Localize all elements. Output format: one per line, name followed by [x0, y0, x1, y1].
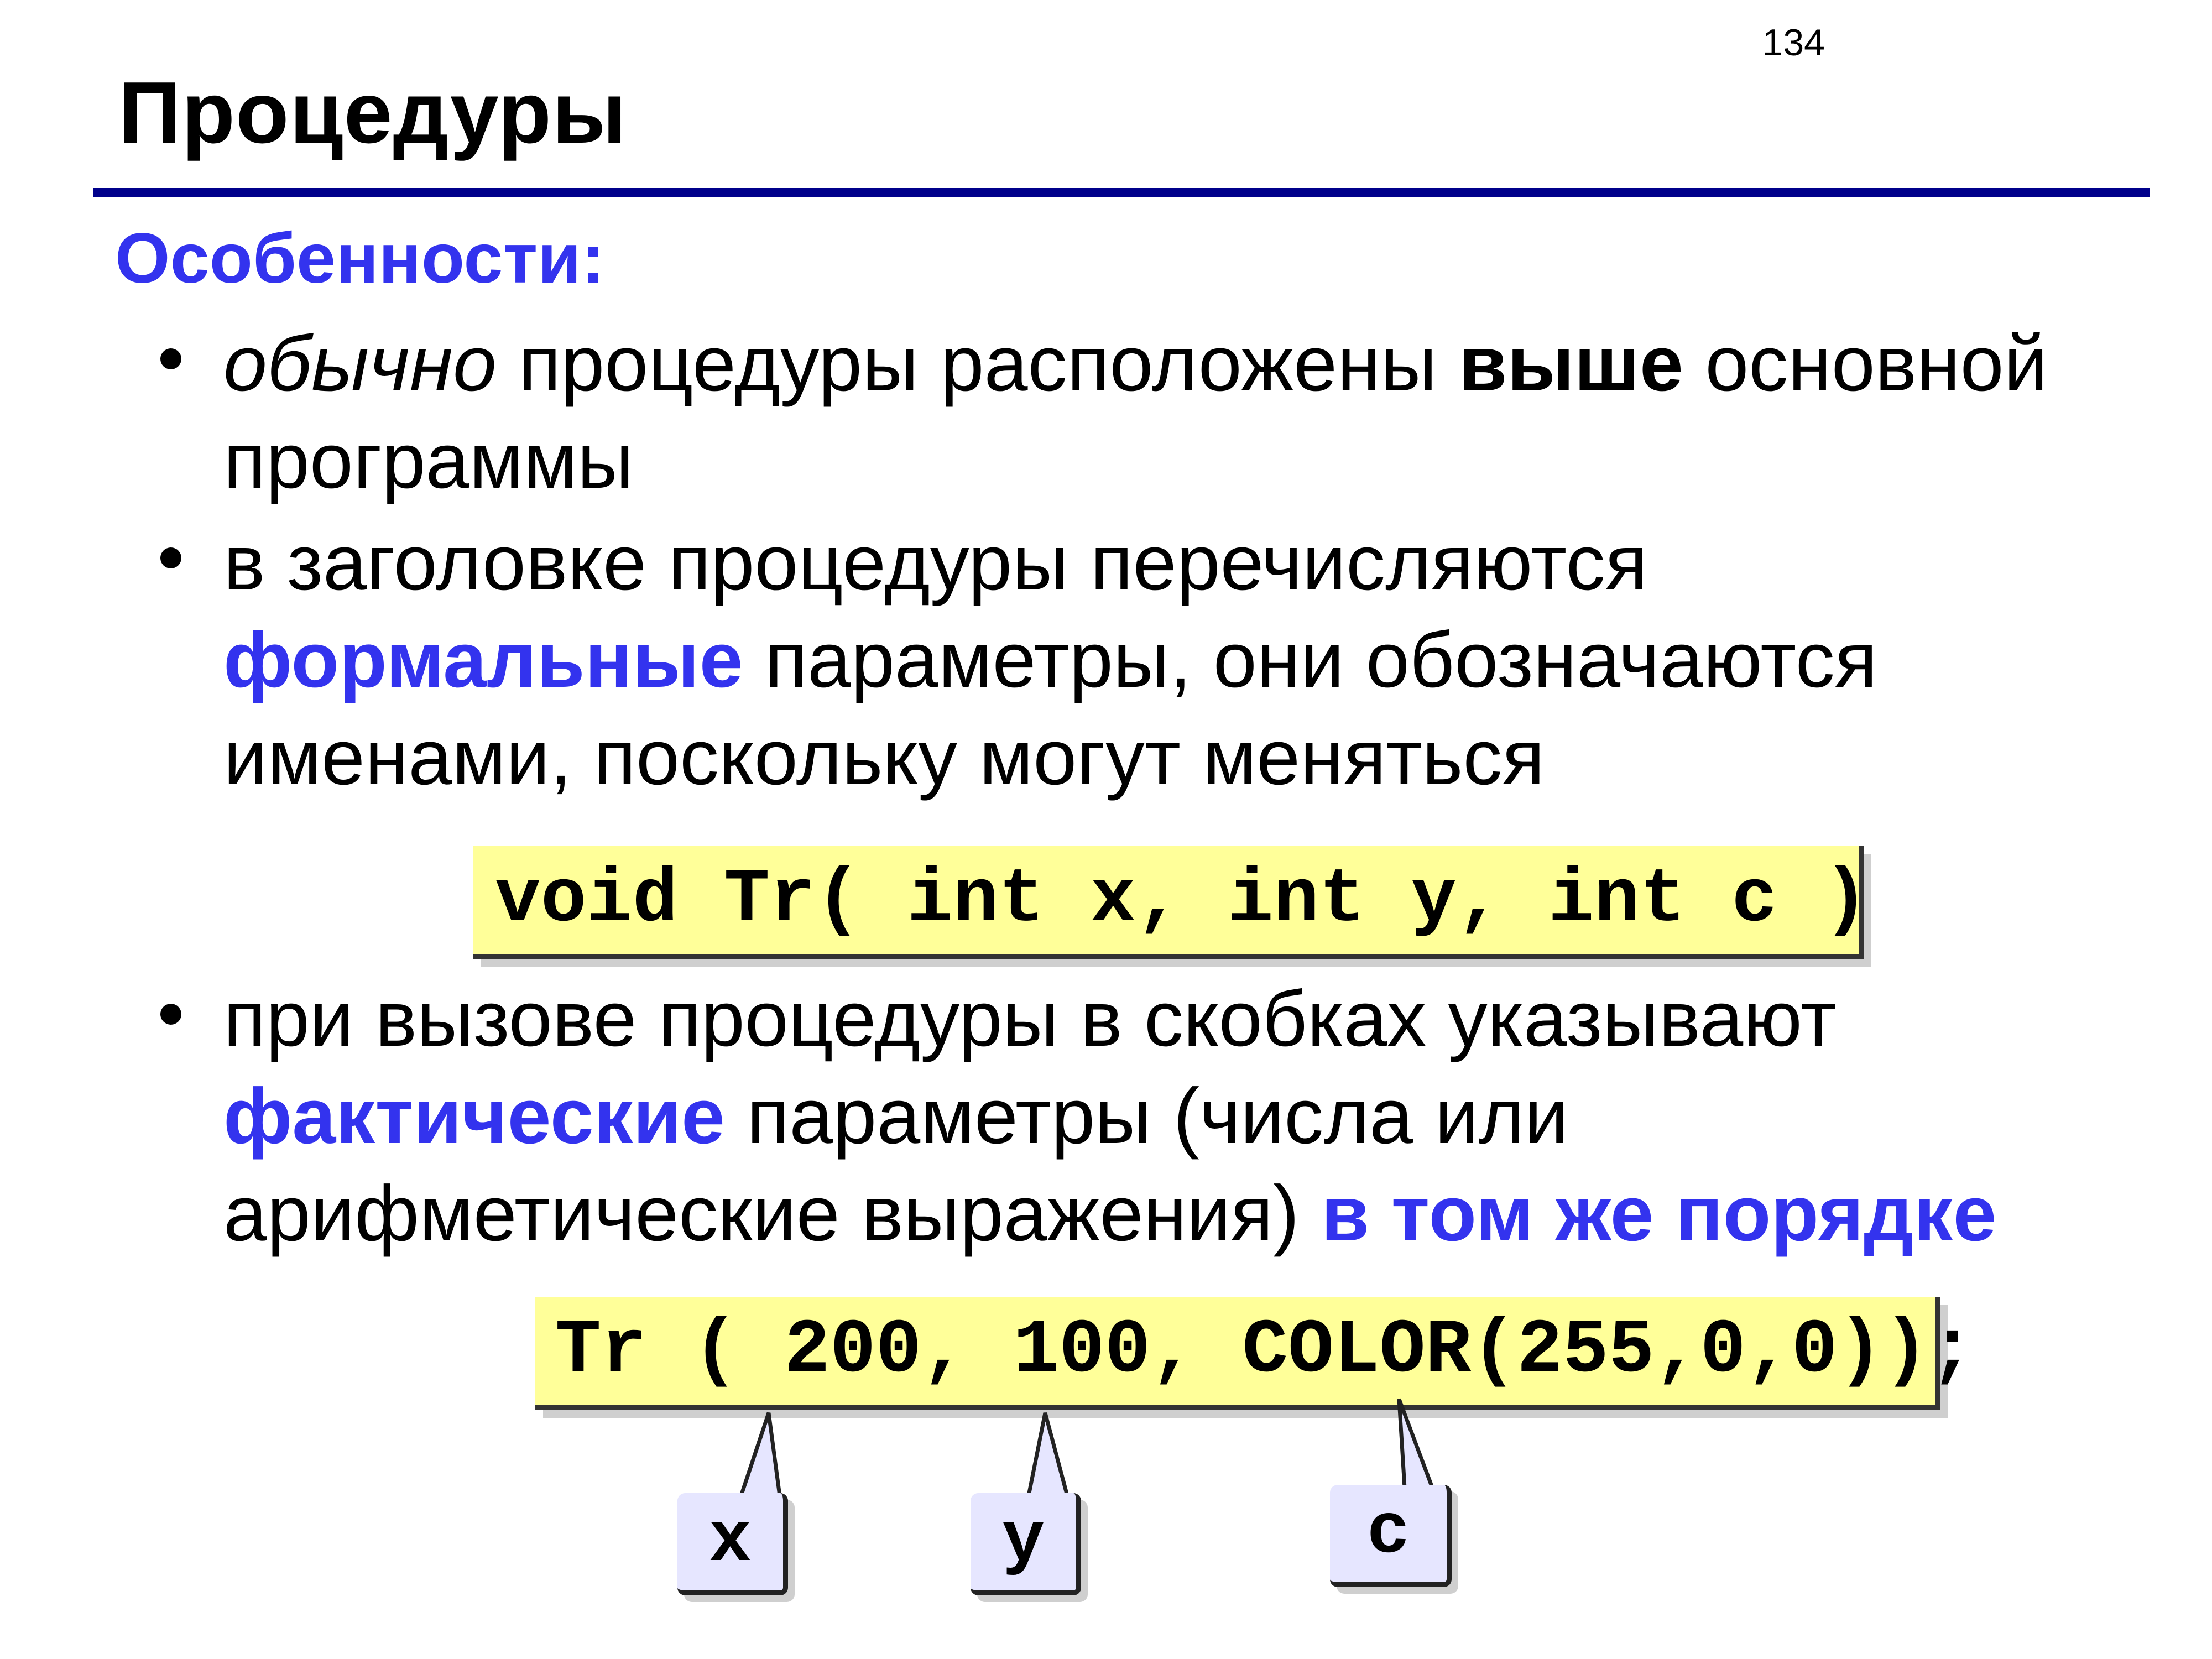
pointer-c — [1399, 1399, 1432, 1488]
code-declaration: void Tr( int x, int y, int c ) — [473, 846, 1864, 959]
label-x: x — [677, 1493, 788, 1595]
text-run: основной — [1683, 320, 2048, 408]
text-run: арифметические выражения) — [223, 1170, 1321, 1258]
bullet-2-line-3: именами, поскольку могут меняться — [223, 713, 1545, 801]
bullet-2-line-1: в заголовке процедуры перечисляются — [223, 519, 1648, 607]
bold-word: выше — [1459, 320, 1683, 408]
bullet-3-line-1: при вызове процедуры в скобках указывают — [223, 975, 1837, 1063]
section-subtitle: Особенности: — [115, 219, 605, 298]
page-number: 134 — [1762, 22, 1825, 64]
bullet-1-line-2: программы — [223, 417, 634, 505]
code-call: Tr ( 200, 100, COLOR(255,0,0)); — [535, 1297, 1940, 1410]
text-run: процедуры расположены — [496, 320, 1459, 408]
highlight-actual: фактические — [223, 1072, 725, 1160]
pointer-x — [741, 1413, 780, 1496]
pointer-y — [1029, 1413, 1067, 1496]
italic-word: обычно — [223, 320, 497, 408]
highlight-same-order: в том же порядке — [1321, 1170, 1997, 1258]
text-run: параметры (числа или — [724, 1072, 1569, 1160]
label-c: c — [1330, 1485, 1452, 1587]
page-title: Процедуры — [118, 64, 628, 161]
highlight-formal: формальные — [223, 616, 743, 704]
label-y: y — [971, 1493, 1081, 1595]
text-run: параметры, они обозначаются — [743, 616, 1877, 704]
